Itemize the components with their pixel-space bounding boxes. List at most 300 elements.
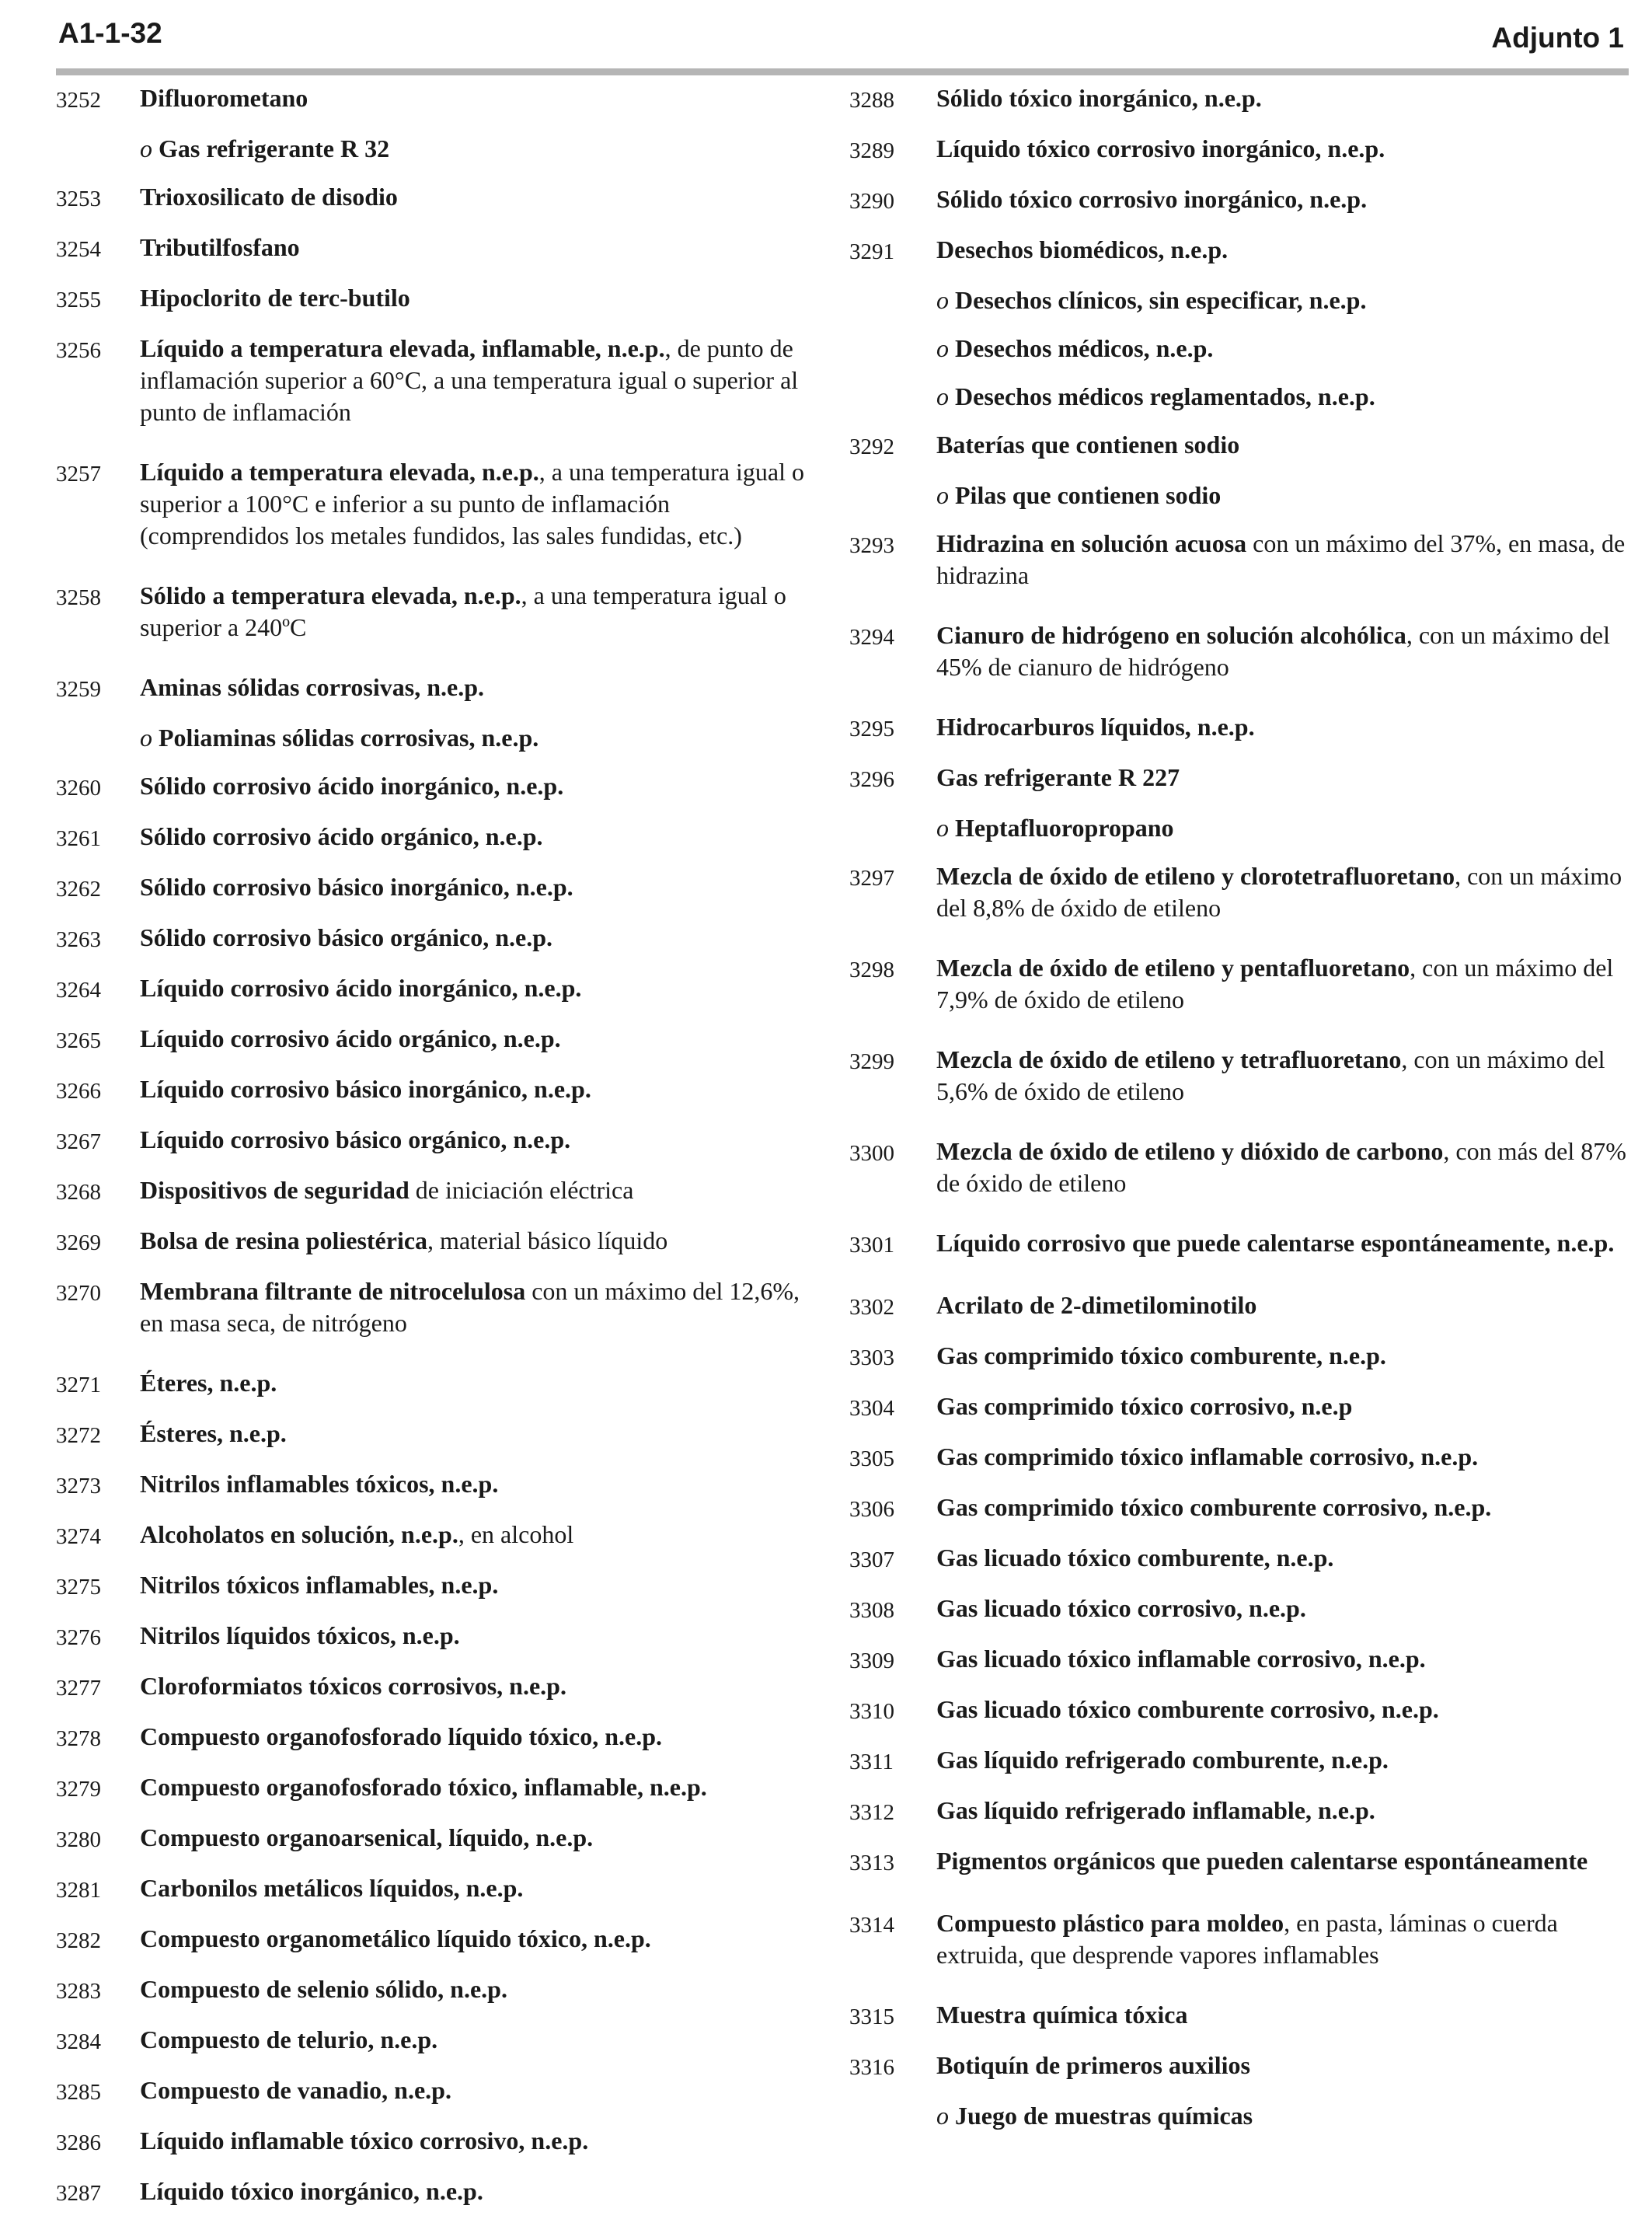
un-entry-row [56,1468,817,1502]
un-number: 3256 [56,338,101,363]
un-entry-row [849,1999,1634,2033]
substance-name: Sólido tóxico inorgánico, n.e.p. [936,84,1262,112]
entry-text [936,1390,1634,1422]
un-number: 3271 [56,1373,101,1397]
un-number: 3262 [56,877,101,902]
entry-text [936,952,1634,1016]
substance-name: Desechos médicos, n.e.p. [955,334,1214,362]
entry-text [936,234,1634,266]
entry-text [936,619,1634,683]
un-entry-row [56,1124,817,1158]
un-entry-alternate-row [56,133,817,165]
substance-description: , material básico líquido [427,1226,668,1254]
entry-text [936,762,1634,794]
un-number: 3265 [56,1028,101,1053]
substance-name: Juego de muestras químicas [955,2102,1253,2130]
substance-name: Compuesto de selenio sólido, n.e.p. [140,1975,507,2003]
entry-text [140,282,817,314]
entry-text [936,1694,1634,1725]
un-entry-row [56,333,817,428]
entry-text [936,183,1634,215]
un-entry-row [56,821,817,855]
entry-text [140,1225,817,1257]
substance-name: Éteres, n.e.p. [140,1369,277,1397]
un-entry-row [56,1822,817,1856]
substance-name: Baterías que contienen sodio [936,431,1240,459]
entry-text [140,972,817,1004]
un-entry-row [56,1872,817,1907]
un-number: 3311 [849,1750,894,1774]
un-entry-row [56,2024,817,2058]
un-entry-row [56,1569,817,1603]
alternate-marker: o [140,134,159,162]
un-entry-row [56,871,817,905]
entry-text [140,1519,817,1551]
entry-text [936,429,1634,461]
un-number: 3302 [849,1295,894,1320]
entry-text [936,1340,1634,1372]
entry-text [140,1174,817,1206]
un-entry-row [56,1923,817,1957]
entry-text [140,1367,817,1399]
un-entry-row [56,1418,817,1452]
un-entry-row [56,1519,817,1553]
alternate-marker: o [936,286,955,314]
un-entry-row [56,1620,817,1654]
substance-name: Compuesto de telurio, n.e.p. [140,2025,438,2053]
substance-description: , a una temperatura igual o superior a 100°C e inferior a su punto de inflamación (comprendidos los metales fundidos, las sales fundidas, etc.) [140,458,804,550]
substance-name: Gas líquido refrigerado comburente, n.e.p. [936,1746,1389,1774]
un-entry-row [56,2074,817,2109]
un-entry-alternate-row [849,381,1634,413]
entry-text [140,1418,817,1450]
alternate-marker: o [936,334,955,362]
substance-name: Desechos clínicos, sin especificar, n.e.p. [955,286,1367,314]
substance-name: Aminas sólidas corrosivas, n.e.p. [140,673,485,701]
un-number: 3312 [849,1800,894,1825]
entry-text [936,711,1634,743]
substance-description: , con un máximo del 8,8% de óxido de etileno [936,862,1622,922]
substance-name: Desechos médicos reglamentados, n.e.p. [955,382,1375,410]
un-number: 3299 [849,1049,894,1074]
un-number: 3252 [56,88,101,113]
un-entry-row [56,922,817,956]
un-number: 3253 [56,187,101,211]
entry-text [936,1593,1634,1624]
substance-description: de iniciación eléctrica [409,1176,634,1204]
alternate-marker: o [936,2102,955,2130]
substance-name: Sólido corrosivo básico inorgánico, n.e.p. [140,873,573,901]
entry-text [140,2074,817,2106]
un-number: 3297 [849,866,894,891]
substance-name: Bolsa de resina poliestérica [140,1226,428,1254]
un-entry-row [56,282,817,316]
substance-name: Compuesto organofosforado tóxico, inflamable, n.e.p. [140,1773,707,1801]
un-number: 3300 [849,1141,894,1166]
substance-name: Tributilfosfano [140,233,300,261]
un-number: 3274 [56,1524,101,1549]
un-number: 3305 [849,1446,894,1471]
entry-text [140,672,817,703]
substance-name: Líquido corrosivo ácido orgánico, n.e.p. [140,1024,561,1052]
un-number: 3255 [56,288,101,312]
un-number: 3267 [56,1129,101,1154]
entry-text [140,82,817,114]
substance-name: Gas refrigerante R 32 [159,134,390,162]
substance-name: Botiquín de primeros auxilios [936,2051,1250,2079]
substance-name: Compuesto organofosforado líquido tóxico, n.e.p. [140,1722,663,1750]
page-header [56,14,1629,75]
substance-name: Gas licuado tóxico comburente, n.e.p. [936,1544,1334,1572]
un-number: 3304 [849,1396,894,1421]
alternate-marker: o [936,481,955,509]
substance-name: Desechos biomédicos, n.e.p. [936,236,1229,263]
un-number: 3269 [56,1230,101,1255]
entry-text [936,1227,1634,1259]
substance-name: Sólido corrosivo básico orgánico, n.e.p. [140,923,552,951]
un-entry-alternate-row [849,284,1634,316]
substance-name: Difluorometano [140,84,308,112]
un-number: 3266 [56,1079,101,1104]
entry-text [140,1822,817,1854]
entry-text [140,1721,817,1753]
un-number: 3314 [849,1913,894,1938]
un-number: 3272 [56,1423,101,1448]
entry-text [140,1275,817,1339]
substance-name: Gas licuado tóxico corrosivo, n.e.p. [936,1594,1306,1622]
substance-description: , con más del 87% de óxido de etileno [936,1137,1626,1197]
un-number: 3285 [56,2080,101,2105]
entry-text [936,133,1634,165]
entry-text [140,1569,817,1601]
un-number: 3303 [849,1345,894,1370]
substance-name: Compuesto organometálico líquido tóxico, n.e.p. [140,1924,651,1952]
un-entry-row [849,1795,1634,1829]
un-entry-row [849,1441,1634,1475]
entry-text [936,1542,1634,1574]
entry-text [936,480,1634,511]
un-number: 3259 [56,677,101,702]
entry-text [936,528,1634,591]
un-entry-row [56,2125,817,2159]
un-number: 3276 [56,1625,101,1650]
substance-description: , con un máximo del 45% de cianuro de hidrógeno [936,621,1610,681]
entry-text [936,1643,1634,1675]
substance-name: Líquido corrosivo básico orgánico, n.e.p. [140,1125,571,1153]
un-number: 3310 [849,1699,894,1724]
un-number: 3280 [56,1827,101,1852]
entry-text [140,2175,817,2207]
un-entry-row [849,1227,1634,1261]
right-column [849,82,1634,2148]
un-number: 3306 [849,1497,894,1522]
entry-text [140,2125,817,2157]
un-entry-row [56,82,817,117]
un-number: 3275 [56,1575,101,1600]
un-entry-row [849,183,1634,218]
un-number: 3281 [56,1878,101,1903]
un-number: 3254 [56,237,101,262]
un-number: 3315 [849,2004,894,2029]
entry-text [140,181,817,213]
un-number: 3263 [56,927,101,952]
un-entry-row [849,952,1634,1016]
un-number: 3287 [56,2181,101,2206]
un-entry-alternate-row [849,333,1634,365]
entry-text [936,82,1634,114]
substance-name: Ésteres, n.e.p. [140,1419,287,1447]
substance-name: Poliaminas sólidas corrosivas, n.e.p. [159,724,539,752]
entry-text [140,1923,817,1955]
alternate-marker: o [140,724,159,752]
substance-name: Sólido corrosivo ácido inorgánico, n.e.p. [140,772,564,800]
un-number: 3309 [849,1649,894,1673]
un-entry-row [849,528,1634,591]
un-entry-row [56,1174,817,1209]
substance-description: , con un máximo del 5,6% de óxido de etileno [936,1045,1605,1105]
un-number: 3258 [56,585,101,610]
un-entry-row [849,1044,1634,1108]
un-entry-row [849,82,1634,117]
entry-text [936,333,1634,365]
un-number: 3284 [56,2029,101,2054]
substance-name: Muestra química tóxica [936,2001,1188,2029]
un-number: 3291 [849,239,894,264]
entry-text [936,812,1634,844]
un-number: 3270 [56,1281,101,1306]
un-entry-row [849,860,1634,924]
entry-text [140,1124,817,1156]
un-entry-row [56,2175,817,2210]
substance-name: Gas comprimido tóxico comburente corrosivo, n.e.p. [936,1493,1492,1521]
un-number: 3288 [849,88,894,113]
entry-text [936,1907,1634,1971]
substance-name: Líquido a temperatura elevada, n.e.p. [140,458,539,486]
entry-text [140,1468,817,1500]
entry-text [140,1771,817,1803]
section-label: Adjunto 1 [1491,22,1624,54]
un-entry-row [849,619,1634,683]
un-number: 3307 [849,1547,894,1572]
un-entry-row [56,1973,817,2008]
un-entry-row [56,1023,817,1057]
substance-name: Pilas que contienen sodio [955,481,1222,509]
substance-name: Líquido corrosivo que puede calentarse espontáneamente, n.e.p. [936,1229,1615,1257]
substance-name: Hidrocarburos líquidos, n.e.p. [936,713,1255,741]
entry-text [936,1136,1634,1199]
substance-name: Gas refrigerante R 227 [936,763,1180,791]
un-number: 3295 [849,717,894,741]
un-entry-row [849,234,1634,268]
un-entry-row [849,1492,1634,1526]
un-entry-row [56,580,817,644]
entry-text [140,1872,817,1904]
substance-name: Gas comprimido tóxico inflamable corrosivo, n.e.p. [936,1443,1479,1471]
substance-name: Gas licuado tóxico inflamable corrosivo, n.e.p. [936,1645,1426,1673]
substance-name: Compuesto de vanadio, n.e.p. [140,2076,451,2104]
un-number: 3264 [56,978,101,1003]
substance-name: Mezcla de óxido de etileno y pentafluoretano [936,954,1410,982]
entry-text [140,580,817,644]
substance-name: Hidrazina en solución acuosa [936,529,1247,557]
entry-text [936,1845,1634,1877]
substance-name: Trioxosilicato de disodio [140,183,398,211]
un-entry-row [56,672,817,706]
un-entry-row [56,770,817,804]
un-number: 3313 [849,1851,894,1875]
entry-text [936,860,1634,924]
un-entry-row [849,762,1634,796]
substance-name: Alcoholatos en solución, n.e.p. [140,1520,458,1548]
substance-description: , en pasta, láminas o cuerda extruida, que desprende vapores inflamables [936,1909,1558,1969]
entry-text [140,821,817,853]
substance-name: Nitrilos inflamables tóxicos, n.e.p. [140,1470,499,1498]
un-entry-row [56,1073,817,1108]
substance-name: Líquido tóxico corrosivo inorgánico, n.e.p. [936,134,1385,162]
page-reference: A1-1-32 [58,17,162,49]
un-entry-alternate-row [849,812,1634,844]
un-number: 3316 [849,2055,894,2080]
un-number: 3293 [849,533,894,558]
substance-name: Pigmentos orgánicos que pueden calentarse espontáneamente [936,1847,1588,1875]
entry-text [140,333,817,428]
un-number [849,284,936,287]
un-entry-row [56,1367,817,1401]
un-entry-row [56,456,817,552]
un-number: 3294 [849,625,894,650]
un-entry-row [849,429,1634,463]
entry-text [936,1441,1634,1473]
un-entry-row [849,711,1634,745]
substance-name: Membrana filtrante de nitrocelulosa [140,1277,526,1305]
substance-name: Líquido a temperatura elevada, inflamable, n.e.p. [140,334,665,362]
entry-text [936,1044,1634,1108]
substance-description: , en alcohol [458,1520,574,1548]
un-entry-row [849,1643,1634,1677]
entry-text [140,922,817,954]
un-number [849,812,936,815]
un-number [849,381,936,383]
un-entry-row [56,1771,817,1806]
un-entry-row [849,1542,1634,1576]
un-number: 3296 [849,767,894,792]
un-entry-alternate-row [849,480,1634,511]
entry-text [936,1744,1634,1776]
substance-name: Gas comprimido tóxico corrosivo, n.e.p [936,1392,1353,1420]
substance-name: Compuesto organoarsenical, líquido, n.e.p. [140,1823,594,1851]
substance-name: Líquido tóxico inorgánico, n.e.p. [140,2177,483,2205]
substance-name: Gas licuado tóxico comburente corrosivo, n.e.p. [936,1695,1439,1723]
entry-text [140,232,817,263]
un-number [849,333,936,335]
un-entry-row [56,1670,817,1704]
un-entry-row [849,1593,1634,1627]
un-entry-row [849,1694,1634,1728]
entry-text [140,456,817,552]
alternate-marker: o [936,382,955,410]
substance-name: Nitrilos tóxicos inflamables, n.e.p. [140,1571,499,1599]
un-entry-row [849,1340,1634,1374]
left-column [56,82,817,2226]
entry-text [936,381,1634,413]
substance-name: Compuesto plástico para moldeo [936,1909,1284,1937]
substance-name: Carbonilos metálicos líquidos, n.e.p. [140,1874,524,1902]
entry-text [140,1620,817,1652]
substance-name: Gas comprimido tóxico comburente, n.e.p. [936,1342,1386,1369]
un-number: 3278 [56,1726,101,1751]
substance-name: Líquido corrosivo ácido inorgánico, n.e.p. [140,974,582,1002]
un-entry-alternate-row [849,2100,1634,2132]
entry-text [936,1289,1634,1321]
un-number: 3286 [56,2130,101,2155]
entry-text [140,1073,817,1105]
un-entry-row [849,1136,1634,1199]
entry-text [936,2100,1634,2132]
un-number: 3261 [56,826,101,851]
un-number: 3283 [56,1979,101,2004]
entry-text [140,871,817,903]
substance-name: Hipoclorito de terc-butilo [140,284,410,312]
substance-name: Dispositivos de seguridad [140,1176,410,1204]
un-number [56,133,140,135]
un-entry-row [56,232,817,266]
un-number [849,2100,936,2102]
un-entry-alternate-row [56,722,817,754]
entry-text [936,1795,1634,1827]
substance-name: Sólido a temperatura elevada, n.e.p. [140,581,521,609]
un-number: 3260 [56,776,101,801]
entry-text [140,2024,817,2056]
un-entry-row [849,133,1634,167]
entry-text [140,722,817,754]
un-entry-row [56,1275,817,1339]
substance-name: Mezcla de óxido de etileno y dióxido de carbono [936,1137,1444,1165]
substance-description: , a una temperatura igual o superior a 240ºC [140,581,786,641]
substance-name: Líquido inflamable tóxico corrosivo, n.e.p. [140,2127,589,2154]
un-number: 3277 [56,1676,101,1701]
substance-name: Mezcla de óxido de etileno y clorotetrafluoretano [936,862,1455,890]
un-entry-row [56,1225,817,1259]
substance-description: con un máximo del 12,6%, en masa seca, de nitrógeno [140,1277,800,1337]
un-number: 3273 [56,1474,101,1499]
un-entry-row [849,1845,1634,1879]
un-number: 3290 [849,189,894,214]
entry-text [936,284,1634,316]
substance-description: con un máximo del 37%, en masa, de hidrazina [936,529,1626,589]
substance-name: Cloroformiatos tóxicos corrosivos, n.e.p. [140,1672,566,1700]
substance-description: , de punto de inflamación superior a 60°C, a una temperatura igual o superior al punto de inflamación [140,334,799,426]
substance-description: , con un máximo del 7,9% de óxido de etileno [936,954,1614,1014]
entry-text [140,133,817,165]
entry-text [140,1973,817,2005]
un-entry-row [56,181,817,215]
un-number: 3257 [56,462,101,487]
un-number: 3279 [56,1777,101,1802]
un-number: 3289 [849,138,894,163]
entry-text [936,1999,1634,2031]
substance-name: Mezcla de óxido de etileno y tetrafluoretano [936,1045,1402,1073]
un-entry-row [56,1721,817,1755]
un-entry-row [849,1744,1634,1778]
un-number [849,480,936,482]
substance-name: Sólido corrosivo ácido orgánico, n.e.p. [140,822,543,850]
substance-name: Cianuro de hidrógeno en solución alcohólica [936,621,1406,649]
entry-text [140,1670,817,1702]
substance-name: Acrilato de 2-dimetilominotilo [936,1291,1257,1319]
substance-name: Heptafluoropropano [955,814,1174,842]
entry-text [936,2050,1634,2081]
substance-name: Gas líquido refrigerado inflamable, n.e.p. [936,1796,1375,1824]
